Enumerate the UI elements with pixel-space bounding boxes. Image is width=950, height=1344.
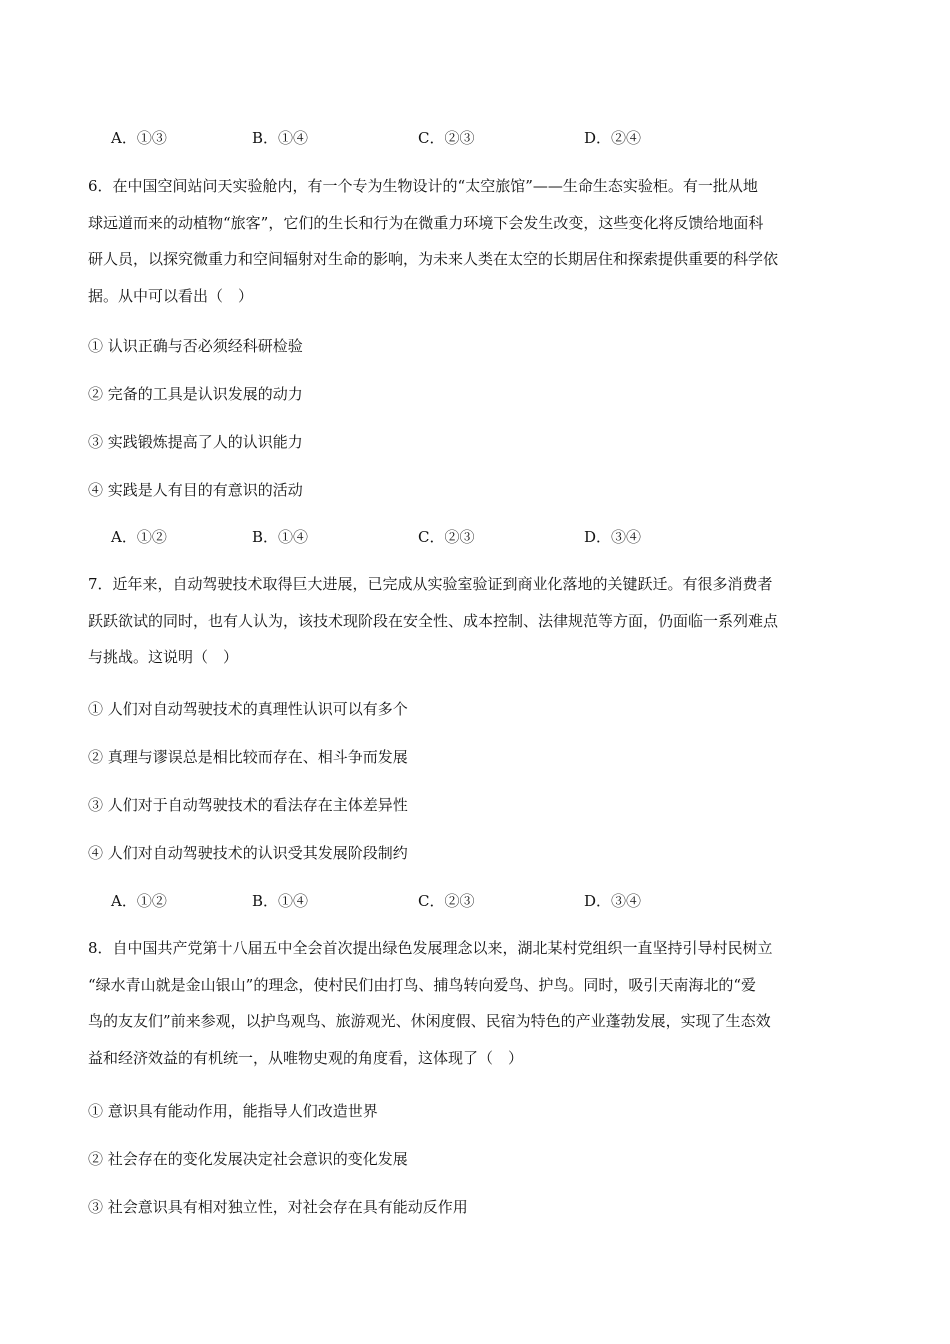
- q8-item-2: ② 社会存在的变化发展决定社会意识的变化发展: [88, 1150, 408, 1168]
- q7-option-a: A．①②: [111, 892, 167, 910]
- q6-option-d: D．③④: [584, 528, 642, 546]
- q8-stem-line: 益和经济效益的有机统一，从唯物史观的角度看，这体现了（ ）: [88, 1048, 524, 1067]
- q5-option-a: A．①③: [111, 129, 167, 147]
- q8-item-3: ③ 社会意识具有相对独立性，对社会存在具有能动反作用: [88, 1198, 468, 1216]
- q8-stem-line: 鸟的友友们”前来参观，以护鸟观鸟、旅游观光、休闲度假、民宿为特色的产业蓬勃发展，实现了生态效: [88, 1012, 771, 1030]
- q6-option-a: A．①②: [111, 528, 167, 546]
- q7-options: [111, 889, 891, 913]
- q7-item-1: ① 人们对自动驾驶技术的真理性认识可以有多个: [88, 700, 408, 718]
- q5-option-b: B．①④: [252, 129, 309, 147]
- q6-option-c: C．②③: [418, 528, 475, 546]
- q7-option-c: C．②③: [418, 892, 475, 910]
- q8-stem-line: “绿水青山就是金山银山”的理念，使村民们由打鸟、捕鸟转向爱鸟、护鸟。同时，吸引天南海北的“爱: [88, 975, 757, 994]
- q7-item-3: ③ 人们对于自动驾驶技术的看法存在主体差异性: [88, 796, 408, 814]
- q6-item-2: ② 完备的工具是认识发展的动力: [88, 385, 303, 403]
- q7-option-d: D．③④: [584, 892, 642, 910]
- q6-item-1: ① 认识正确与否必须经科研检验: [88, 337, 303, 355]
- q8-stem: [88, 930, 864, 1076]
- q8-item-1: ① 意识具有能动作用，能指导人们改造世界: [88, 1102, 378, 1120]
- q7-option-b: B．①④: [252, 892, 309, 910]
- q5-option-d: D．②④: [584, 129, 642, 147]
- q6-option-b: B．①④: [252, 528, 309, 546]
- q5-option-c: C．②③: [418, 129, 475, 147]
- q6-stem-line: 球远道而来的动植物“旅客”，它们的生长和行为在微重力环境下会发生改变，这些变化将反馈给地面科: [88, 213, 764, 232]
- q8-stem-line: 8．自中国共产党第十八届五中全会首次提出绿色发展理念以来，湖北某村党组织一直坚持引导村民树立: [88, 939, 773, 957]
- q6-stem: [88, 168, 864, 314]
- q6-stem-line: 据。从中可以看出（ ）: [88, 286, 254, 305]
- q6-stem-line: 6．在中国空间站问天实验舱内，有一个专为生物设计的“太空旅馆”——生命生态实验柜。有一批从地: [88, 177, 758, 195]
- q7-stem: [88, 566, 864, 676]
- q6-item-4: ④ 实践是人有目的有意识的活动: [88, 481, 303, 499]
- q7-stem-line: 7．近年来，自动驾驶技术取得巨大进展，已完成从实验室验证到商业化落地的关键跃迁。有很多消费者: [88, 575, 773, 593]
- q7-stem-line: 跃跃欲试的同时，也有人认为，该技术现阶段在安全性、成本控制、法律规范等方面，仍面临一系列难点: [88, 611, 779, 630]
- q6-stem-line: 研人员，以探究微重力和空间辐射对生命的影响，为未来人类在太空的长期居住和探索提供重要的科学依: [88, 250, 779, 268]
- q5-options: [111, 126, 891, 150]
- q6-options: [111, 525, 891, 549]
- q7-item-2: ② 真理与谬误总是相比较而存在、相斗争而发展: [88, 748, 408, 766]
- q7-stem-line: 与挑战。这说明（ ）: [88, 648, 239, 666]
- q6-item-3: ③ 实践锻炼提高了人的认识能力: [88, 433, 303, 451]
- q7-item-4: ④ 人们对自动驾驶技术的认识受其发展阶段制约: [88, 844, 408, 862]
